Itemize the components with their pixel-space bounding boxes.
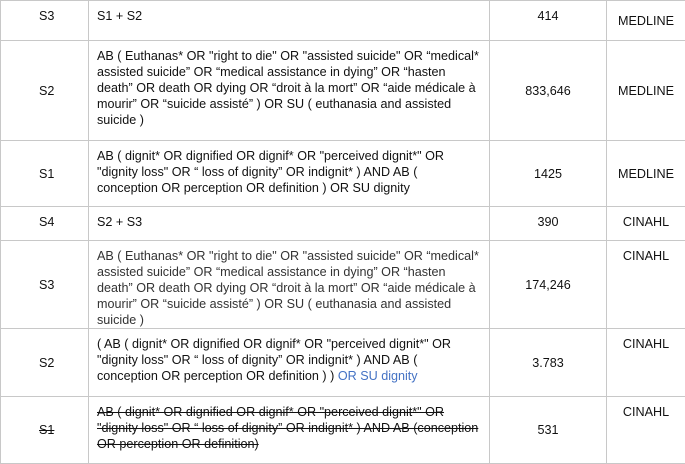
set-id-cell: S1 [1,141,89,207]
query-added-text: OR SU dignity [338,369,418,383]
set-id-cell: S3 [1,241,89,329]
query-cell: S2 + S3 [89,207,490,241]
set-id-cell: S2 [1,41,89,141]
set-id-cell: S3 [1,1,89,41]
query-text: ( AB ( dignit* OR dignified OR dignif* OR "perceived dignit*" OR "dignity loss" OR “ loss of dignity” OR indignit* ) AND AB ( conception OR perception OR definition ) ) [97,337,451,383]
result-count-cell: 531 [490,397,607,464]
query-cell [89,329,490,397]
query-cell: S1 + S2 [89,1,490,41]
set-id-cell: S2 [1,329,89,397]
query-cell: AB ( dignit* OR dignified OR dignif* OR "perceived dignit*" OR "dignity loss" OR “ loss of dignity” OR indignit* ) AND AB (conception OR perception OR definition) [89,397,490,464]
database-cell: CINAHL [607,397,685,464]
set-id-cell: S1 [1,397,89,464]
query-cell: AB ( Euthanas* OR "right to die" OR "assisted suicide" OR “medical* assisted suicide” OR “medical assistance in dying” OR “hasten death” OR death OR dying OR “droit à la mort” OR “aide médicale à mourir” OR “suicide assisté” ) OR SU ( euthanasia and assisted suicide ) [89,241,490,329]
table-row [1,41,685,141]
database-cell: MEDLINE [607,1,685,41]
database-cell: CINAHL [607,207,685,241]
database-cell: MEDLINE [607,41,685,141]
query-cell: AB ( Euthanas* OR "right to die" OR "assisted suicide" OR “medical* assisted suicide” OR “medical assistance in dying” OR “hasten death” OR death OR dying OR “droit à la mort” OR “aide médicale à mourir” OR “suicide assisté” ) OR SU ( euthanasia and assisted suicide ) [89,41,490,141]
result-count-cell: 414 [490,1,607,41]
query-cell: AB ( dignit* OR dignified OR dignif* OR "perceived dignit*" OR "dignity loss" OR “ loss of dignity” OR indignit* ) AND AB ( conception OR perception OR definition ) OR SU dignity [89,141,490,207]
set-id-cell: S4 [1,207,89,241]
table-row [1,397,685,464]
result-count-cell: 1425 [490,141,607,207]
table-row [1,141,685,207]
table-row [1,207,685,241]
result-count-cell: 833,646 [490,41,607,141]
database-cell: CINAHL [607,241,685,329]
result-count-cell: 174,246 [490,241,607,329]
table-row [1,1,685,41]
result-count-cell: 3.783 [490,329,607,397]
result-count-cell: 390 [490,207,607,241]
database-cell: CINAHL [607,329,685,397]
database-cell: MEDLINE [607,141,685,207]
table-row [1,329,685,397]
table-row [1,241,685,329]
